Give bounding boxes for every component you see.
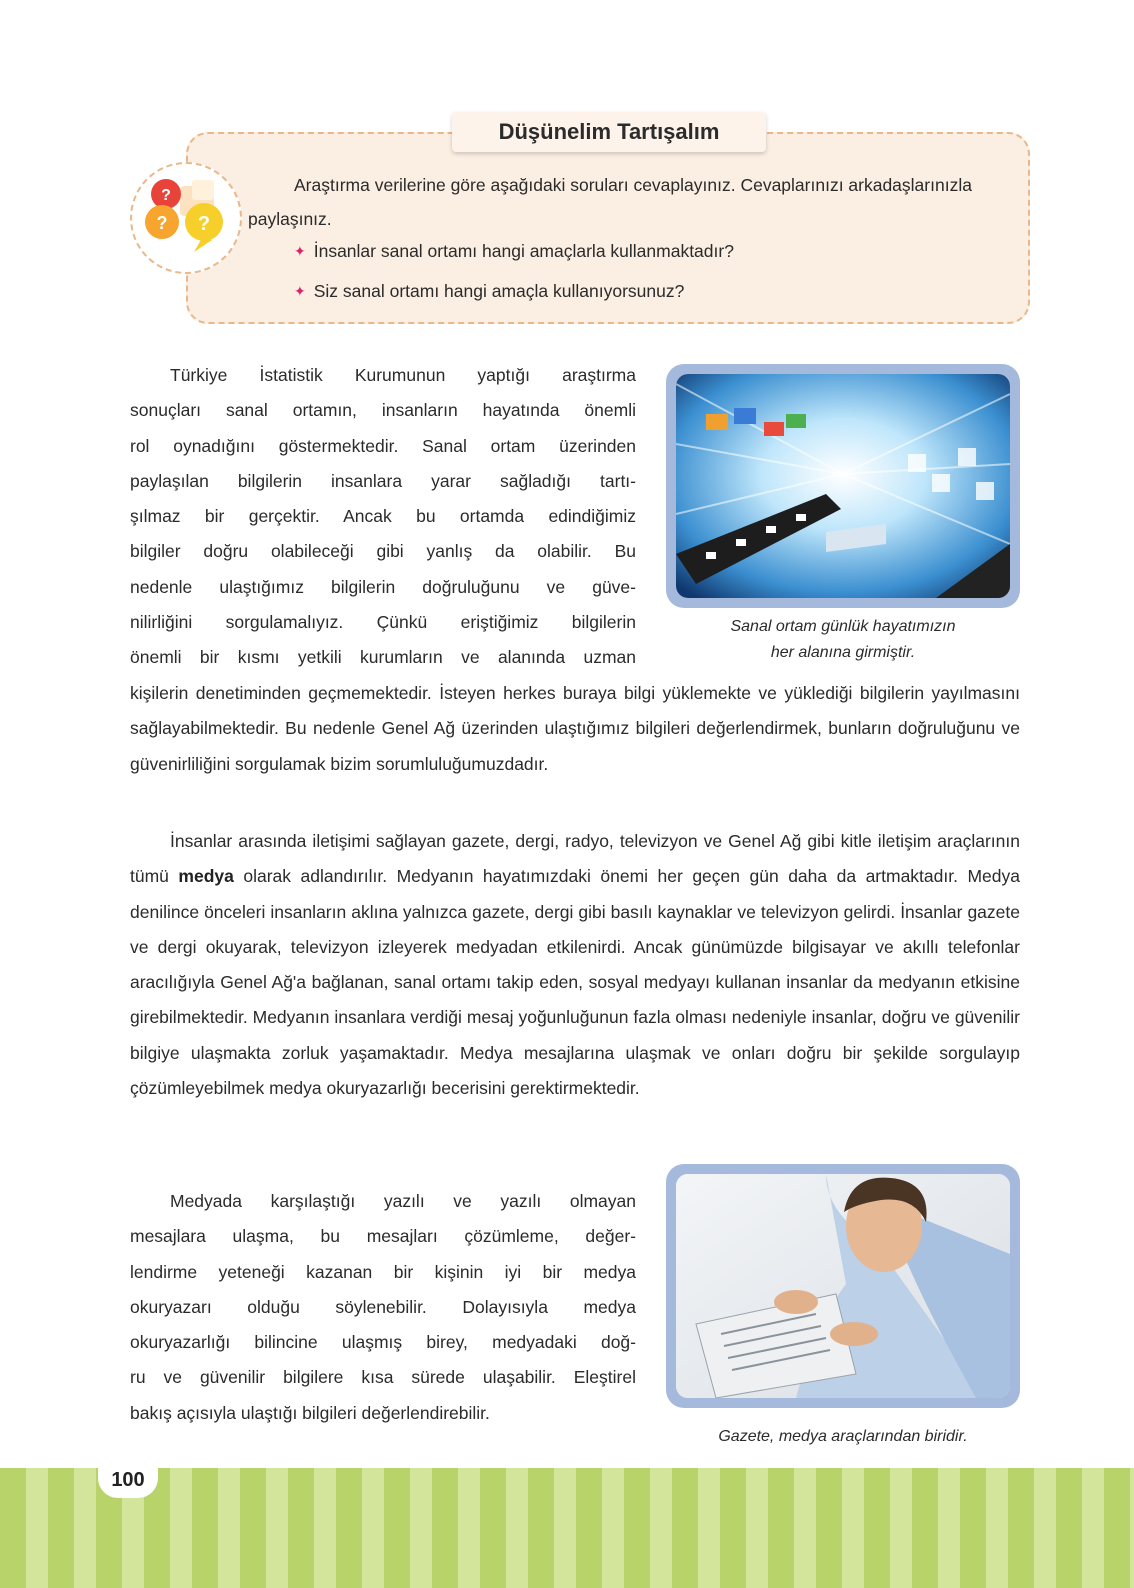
man-reading-newspaper-illustration [676,1174,1010,1398]
figure-digital-media [666,364,1020,608]
paragraph-1-continued: kişilerin denetiminden geçmemektedir. İsteyen herkes buraya bilgi yüklemekte ve yüklediği bilgilerin yayılmasını sağlayabilmektedir. Bu nedenle Genel Ağ üzerinden ulaştığımız bilgileri değerlendirmek, bunların doğruluğunu ve güvenirliliğini sorgulamak bizim sorumluluğumuzdadır. [130,683,1020,774]
question-bubbles-icon [130,162,242,274]
svg-text:?: ? [161,187,171,204]
text-line: paylaşılan bilgilerin insanlara yarar sağladığı tartı- [130,470,636,491]
paragraph-1-wrapped [130,358,636,676]
diamond-bullet-icon: ✦ [294,283,306,299]
discussion-title: Düşünelim Tartışalım [452,112,766,152]
page-number: 100 [98,1462,158,1498]
discussion-question: ✦ Siz sanal ortamı hangi amaçla kullanıyorsunuz? [294,281,685,301]
figure-2-caption: Gazete, medya araçlarından biridir. [718,1428,968,1445]
figure-1-caption: Sanal ortam günlük hayatımızın her alanına girmiştir. [730,618,956,661]
paragraph-3 [130,1184,636,1431]
text-line: nilirliğini sorgulamalıyız. Çünkü eriştiğimiz bilgilerin [130,612,636,633]
text-line: önemli bir kısmı yetkili kurumların ve alanında uzman [130,647,636,668]
svg-text:?: ? [197,213,211,235]
text-line: okuryazarı olduğu söylenebilir. Dolayısıyla medya [130,1296,636,1317]
text-line: okuryazarlığı bilincine ulaşmış birey, medyadaki doğ- [130,1332,636,1353]
text-line: bakış açısıyla ulaştığı bilgileri değerlendirebilir. [130,1402,490,1423]
discussion-intro: Araştırma verilerine göre aşağıdaki soruları cevaplayınız. Cevaplarınızı arkadaşlarınızla paylaşınız. [248,175,972,229]
footer-stripes [0,1468,1134,1588]
text-line: Medyada karşılaştığı yazılı ve yazılı olmayan [170,1191,636,1211]
text-line: sonuçları sanal ortamın, insanların hayatında önemli [130,400,636,421]
text-line: lendirme yeteneği kazanan bir kişinin iyi bir medya [130,1261,636,1282]
digital-media-illustration [676,374,1010,598]
text-line: şılmaz bir gerçektir. Ancak bu ortamda edindiğimiz [130,506,636,527]
diamond-bullet-icon: ✦ [294,243,306,259]
text-line: rol oynadığını göstermektedir. Sanal ortam üzerinden [130,435,636,456]
paragraph-2: İnsanlar arasında iletişimi sağlayan gazete, dergi, radyo, televizyon ve Genel Ağ gibi kitle iletişim araçlarının tümü medya olarak adlandırılır. Medyanın hayatımızdaki önemi her geçen gün daha da artmaktadır. Medya denilince önceleri insanların aklına yalnızca gazete, dergi gibi basılı kaynaklar ve televizyon gelirdi. İnsanlar gazete ve dergi okuyarak, televizyon izleyerek medyadan etkilenirdi. Ancak günümüzde bilgisayar ve akıllı telefonlar aracılığıyla Genel Ağ'a bağlanan, sanal ortamı takip eden, sosyal medyayı kullanan insanlar da medyanın etkisine girebilmektedir. Medyanın insanlara verdiği mesaj yoğunluğunun fazla olması nedeniyle insanlar, doğru ve güvenilir bilgiye ulaşmakta zorluk yaşamaktadır. Medya mesajlarına ulaşmak ve onları doğru bir şekilde sorgulayıp çözümleyebilmek medya okuryazarlığı becerisini gerektirmektedir. [130,831,1020,1099]
keyword-medya: medya [178,866,234,887]
text-line: bilgiler doğru olabileceği gibi yanlış da olabilir. Bu [130,541,636,562]
text-line: ru ve güvenilir bilgilere kısa sürede ulaşabilir. Eleştirel [130,1367,636,1388]
text-line: nedenle ulaştığımız bilgilerin doğruluğunu ve güve- [130,576,636,597]
svg-text:?: ? [156,213,168,233]
discussion-question: ✦ İnsanlar sanal ortamı hangi amaçlarla kullanmaktadır? [294,241,734,261]
figure-man-newspaper [666,1164,1020,1408]
text-line: Türkiye İstatistik Kurumunun yaptığı araştırma [170,365,636,385]
text-line: mesajlara ulaşma, bu mesajları çözümleme, değer- [130,1226,636,1247]
